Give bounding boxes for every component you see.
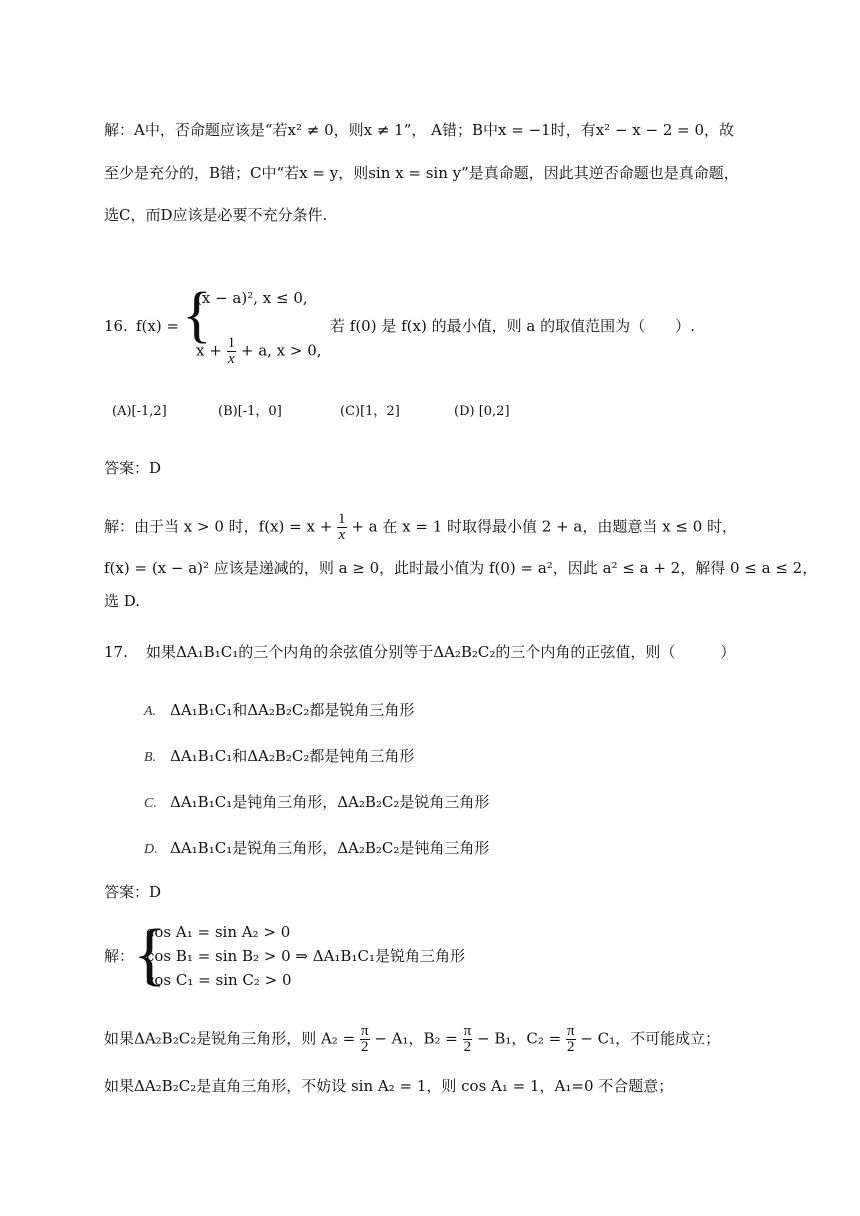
q16-option-c: (C)[1，2] xyxy=(340,404,400,419)
q17-brace: { xyxy=(133,916,167,993)
q16-case-2-pre: x + xyxy=(196,341,222,360)
q17-option-a: A. ΔA₁B₁C₁和ΔA₂B₂C₂都是锐角三角形 xyxy=(144,701,415,719)
q17-right-case: 如果ΔA₂B₂C₂是直角三角形，不妨设 sin A₂ = 1，则 cos A₁ = 1，A₁=0 不合题意； xyxy=(104,1077,674,1095)
q16-option-a: (A)[-1,2] xyxy=(112,404,167,419)
q17-solution-prefix: 解： xyxy=(104,947,135,965)
q17-number: 17. xyxy=(104,643,128,661)
pi-over-2-fraction: $\frac{\pi}{2}$ xyxy=(566,1023,575,1055)
q16-solution-line-3: 选 D. xyxy=(104,592,141,610)
q17-option-c: C. ΔA₁B₁C₁是钝角三角形，ΔA₂B₂C₂是锐角三角形 xyxy=(144,793,490,811)
q17-system-line-1: cos A₁ = sin A₂ > 0 xyxy=(146,923,291,941)
p15-solution-line-1: 解：A中，否命题应该是“若x² ≠ 0，则x ≠ 1”， A错；B中x = −1时，有x² − x − 2 = 0，故 xyxy=(104,121,735,139)
q16-solution-fraction: $\frac{1}{x}$ xyxy=(338,511,346,543)
q17-answer: 答案：D xyxy=(104,883,162,901)
pi-over-2-fraction: $\frac{\pi}{2}$ xyxy=(463,1023,472,1055)
p15-solution-line-2: 至少是充分的，B错；C中“若x = y，则sin x = sin y”是真命题，因此其逆否命题也是真命题， xyxy=(104,164,739,182)
q16-solution-line-1: 解：由于当 x > 0 时，f(x) = x + $\frac{1}{x}$ + a 在 x = 1 时取得最小值 2 + a，由题意当 x ≤ 0 时， xyxy=(104,511,738,543)
q17-acute-case: 如果ΔA₂B₂C₂是锐角三角形，则 A₂ = $\frac{\pi}{2}$ − A₁，B₂ = $\frac{\pi}{2}$ − B₁，C₂ = $\frac{\pi}{2}$ − C₁，不可能成立； xyxy=(104,1023,721,1055)
q16-lhs: f(x) = xyxy=(136,317,180,335)
q16-solution-line-2: f(x) = (x − a)² 应该是递减的，则 a ≥ 0，此时最小值为 f(0) = a²，因此 a² ≤ a + 2，解得 0 ≤ a ≤ 2， xyxy=(104,559,818,577)
q17-option-b: B. ΔA₁B₁C₁和ΔA₂B₂C₂都是钝角三角形 xyxy=(144,747,415,765)
q16-case-2-post: + a, x > 0, xyxy=(240,341,322,360)
q16-fraction: $\frac{1}{x}$ xyxy=(227,335,236,367)
q16-case-1: (x − a)², x ≤ 0, xyxy=(196,289,308,307)
pi-over-2-fraction: $\frac{\pi}{2}$ xyxy=(360,1023,369,1055)
q16-question-tail: 若 f(0) 是 f(x) 的最小值，则 a 的取值范围为（ ）. xyxy=(330,317,695,335)
q16-brace: { xyxy=(182,281,212,349)
q16-option-b: (B)[-1，0] xyxy=(218,404,282,419)
q16-answer: 答案：D xyxy=(104,459,162,477)
q17-stem: 如果ΔA₁B₁C₁的三个内角的余弦值分别等于ΔA₂B₂C₂的三个内角的正弦值，则（ ） xyxy=(146,643,736,661)
q16-case-2 xyxy=(196,336,322,367)
q17-system-line-2: cos B₁ = sin B₂ > 0 ⇒ ΔA₁B₁C₁是锐角三角形 xyxy=(146,947,465,965)
q16-number: 16. xyxy=(104,317,128,335)
q17-option-d: D. ΔA₁B₁C₁是锐角三角形，ΔA₂B₂C₂是钝角三角形 xyxy=(144,839,490,857)
p15-solution-line-3: 选C，而D应该是必要不充分条件. xyxy=(104,206,328,224)
q17-system-line-3: cos C₁ = sin C₂ > 0 xyxy=(146,971,292,989)
q16-option-d: (D) [0,2] xyxy=(454,404,510,419)
